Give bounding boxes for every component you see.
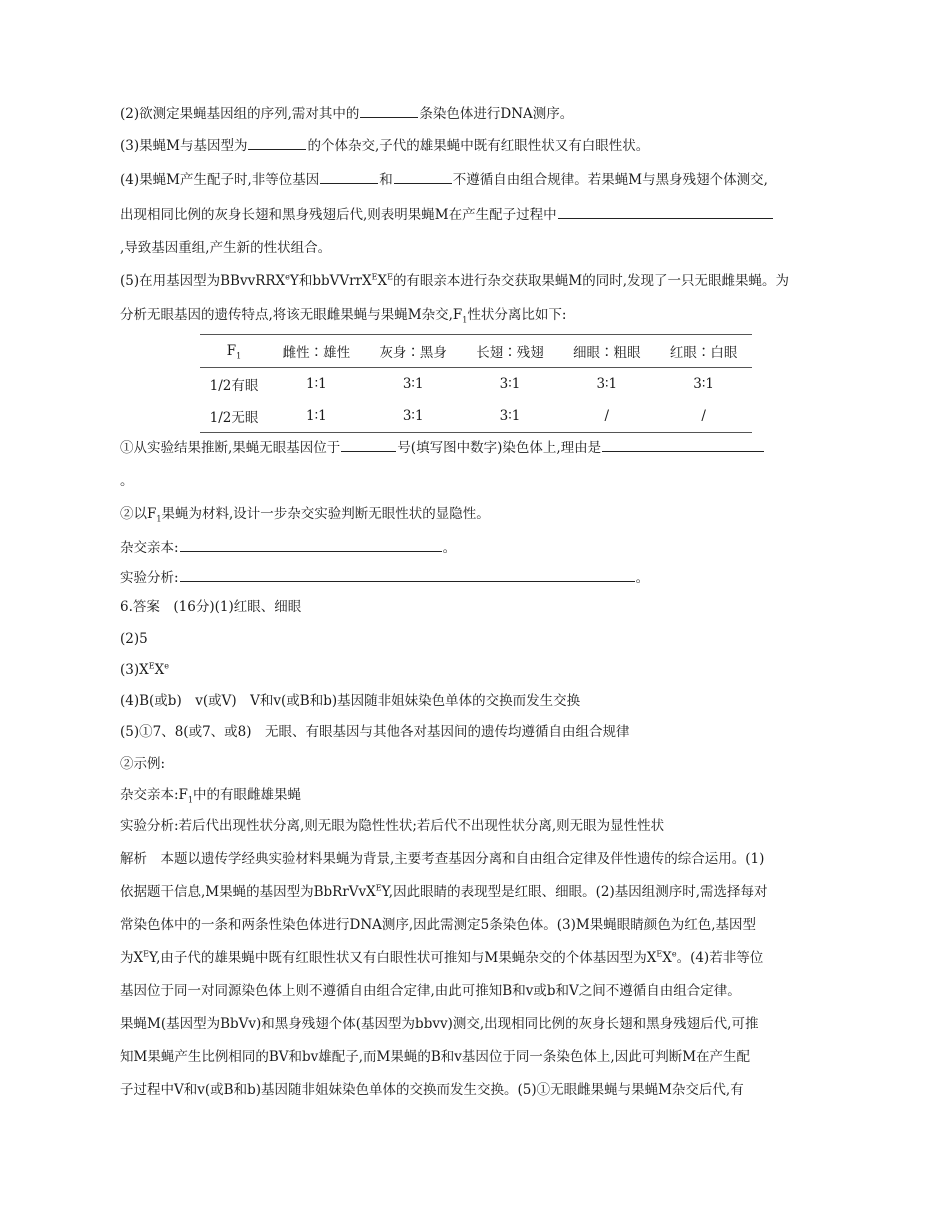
answer-blank[interactable] bbox=[248, 136, 306, 150]
table-cell: 3∶1 bbox=[596, 376, 618, 392]
answer-3: $(3)X^EXe$ bbox=[120, 661, 169, 678]
answer-5: (5)①7、8(或7、或8) 无眼、有眼基因与其他各对基因间的遗传均遵循自由组合规律 bbox=[120, 724, 630, 740]
table-cell: 3∶1 bbox=[499, 376, 521, 392]
answer-2: (2)5 bbox=[120, 631, 148, 647]
table-header: 细眼∶粗眼 bbox=[558, 335, 655, 368]
table-cell: 1/2无眼 bbox=[200, 400, 268, 433]
question-5: (5)在用基因型为BBvvRRX$^e$Y和$bbVVrrX^EX^E$的有眼亲本进行杂交获取果蝇M的同时,发现了一只无眼雌果蝇。为 bbox=[120, 272, 790, 289]
table-header: 长翅∶残翅 bbox=[462, 335, 559, 368]
table-cell: / bbox=[655, 400, 752, 433]
table-cell: 1∶1 bbox=[268, 400, 365, 433]
question-3: (3)果蝇M与基因型为 的个体杂交,子代的雄果蝇中既有红眼性状又有白眼性状。 bbox=[120, 138, 650, 154]
analysis-line-7: 知M果蝇产生比例相同的BV和bv雄配子,而M果蝇的B和v基因位于同一条染色体上,因此可判断M在产生配 bbox=[120, 1049, 751, 1065]
question-4-line2: 出现相同比例的灰身长翅和黑身残翅后代,则表明果蝇M在产生配子过程中 bbox=[120, 205, 774, 224]
answer-blank[interactable] bbox=[180, 568, 635, 582]
table-row bbox=[200, 400, 752, 433]
table-cell: 1/2有眼 bbox=[209, 378, 259, 394]
question-5-1-end: 。 bbox=[120, 473, 134, 489]
table-cell: / bbox=[558, 400, 655, 433]
analysis-line-1: 解析 本题以遗传学经典实验材料果蝇为背景,主要考查基因分离和自由组合定律及伴性遗传的综合运用。(1) bbox=[120, 851, 765, 867]
table-cell: 3∶1 bbox=[462, 400, 559, 433]
table-header: $F_1$ bbox=[200, 335, 268, 368]
experiment-analysis-prompt: 实验分析: 。 bbox=[120, 570, 650, 586]
question-5-1: ①从实验结果推断,果蝇无眼基因位于 号(填写图中数字)染色体上,理由是 bbox=[120, 438, 765, 457]
table-row bbox=[200, 368, 752, 401]
answer-blank[interactable] bbox=[320, 170, 378, 184]
question-5-2: ②以$F_1$果蝇为材料,设计一步杂交实验判断无眼性状的显隐性。 bbox=[120, 506, 490, 524]
answer-5-3: 杂交亲本$:F_1$中的有眼雌雄果蝇 bbox=[120, 787, 302, 805]
analysis-line-5: 基因位于同一对同源染色体上则不遵循自由组合定律,由此可推知B和v或b和V之间不遵循自由组合定律。 bbox=[120, 983, 741, 999]
analysis-line-3: 常染色体中的一条和两条性染色体进行DNA测序,因此需测定5条染色体。(3)M果蝇眼睛颜色为红色,基因型 bbox=[120, 917, 757, 933]
table-header: 雌性∶雄性 bbox=[268, 335, 365, 368]
answer-blank[interactable] bbox=[558, 205, 773, 219]
analysis-line-8: 子过程中V和v(或B和b)基因随非姐妹染色单体的交换而发生交换。(5)①无眼雌果蝇与果蝇M杂交后代,有 bbox=[120, 1082, 744, 1098]
table-cell: 3∶1 bbox=[693, 376, 714, 392]
question-5-line2: 分析无眼基因的遗传特点,将该无眼雌果蝇与果蝇M杂交$,F_1$性状分离比如下: bbox=[120, 307, 567, 325]
question-4-line3: ,导致基因重组,产生新的性状组合。 bbox=[120, 240, 332, 256]
answer-4: (4)B(或b) v(或V) V和v(或B和b)基因随非姐妹染色单体的交换而发生交换 bbox=[120, 693, 581, 709]
f1-ratio-table bbox=[200, 334, 752, 433]
cross-parent-prompt: 杂交亲本: 。 bbox=[120, 540, 457, 556]
table-header: 红眼∶白眼 bbox=[655, 335, 752, 368]
answer-blank[interactable] bbox=[180, 538, 442, 552]
question-2: (2)欲测定果蝇基因组的序列,需对其中的 条染色体进行DNA测序。 bbox=[120, 106, 574, 122]
answer-5-4: 实验分析:若后代出现性状分离,则无眼为隐性性状;若后代不出现性状分离,则无眼为显性性状 bbox=[120, 818, 665, 834]
question-4: (4)果蝇M产生配子时,非等位基因 和 不遵循自由组合规律。若果蝇M与黑身残翅个体测交, bbox=[120, 172, 768, 188]
answer-blank[interactable] bbox=[341, 438, 396, 452]
analysis-line-6: 果蝇M(基因型为BbVv)和黑身残翅个体(基因型为bbvv)测交,出现相同比例的灰身长翅和黑身残翅后代,可推 bbox=[120, 1016, 759, 1032]
analysis-line-4: 为$X^EY$,由子代的雄果蝇中既有红眼性状又有白眼性状可推知与M果蝇杂交的个体基因型为$X^EXe$。(4)若非等位 bbox=[120, 949, 764, 966]
answer-blank[interactable] bbox=[360, 104, 418, 118]
table-header-row bbox=[200, 335, 752, 368]
table-header: 灰身∶黑身 bbox=[365, 335, 462, 368]
answer-6: 6.答案 (16分)(1)红眼、细眼 bbox=[120, 599, 302, 615]
analysis-line-2: 依据题干信息,M果蝇的基因型为BbRrVvX$^E$Y,因此眼睛的表现型是红眼、细眼。(2)基因组测序时,需选择每对 bbox=[120, 883, 768, 900]
answer-blank[interactable] bbox=[394, 170, 452, 184]
table-cell: 1∶1 bbox=[306, 376, 327, 392]
answer-blank[interactable] bbox=[602, 438, 764, 452]
answer-5-2: ②示例: bbox=[120, 756, 166, 772]
table-cell: 3∶1 bbox=[365, 400, 462, 433]
table-cell: 3∶1 bbox=[402, 376, 424, 392]
